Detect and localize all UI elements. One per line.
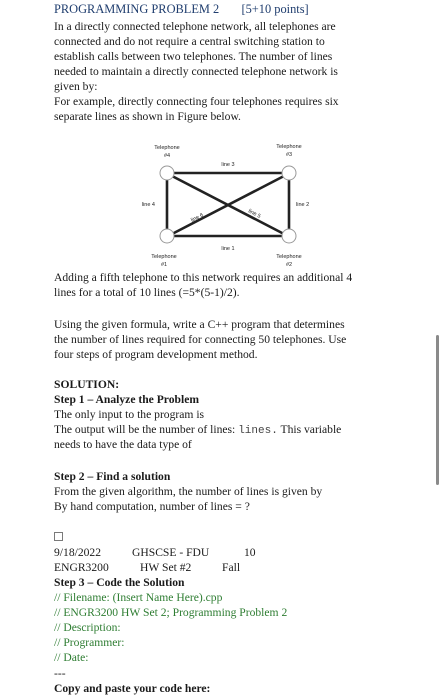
paste-code-label: Copy and paste your code here: — [54, 682, 211, 695]
task-line: four steps of program development method. — [54, 348, 258, 361]
intro-line: given by: — [54, 80, 98, 93]
problem-title-line — [54, 2, 309, 17]
step2-heading: Step 2 – Find a solution — [54, 470, 171, 483]
checkbox-icon[interactable] — [54, 532, 63, 541]
telephone-4-node — [160, 166, 174, 180]
step1-output-suffix: This variable — [277, 423, 342, 436]
page-footer-dept: GHSCSE - FDU — [132, 546, 210, 559]
telephone-1-node — [160, 229, 174, 243]
line-4-label: line 4 — [141, 202, 155, 208]
line-6-label: line 6 — [190, 212, 205, 224]
page-footer-number: 10 — [244, 546, 256, 559]
line-1-label: line 1 — [221, 246, 235, 252]
page-footer-date: 9/18/2022 — [54, 546, 102, 559]
code-separator: --- — [54, 667, 66, 680]
step2-line: By hand computation, number of lines = ? — [54, 500, 250, 513]
after-figure-line: Adding a fifth telephone to this network requires an additional 4 — [54, 271, 353, 284]
after-figure-line: lines for a total of 10 lines (=5*(5-1)/2). — [54, 286, 240, 299]
telephone-3-node — [282, 166, 296, 180]
line-3-label: line 3 — [221, 162, 235, 168]
code-comment: // ENGR3200 HW Set 2; Programming Problem 2 — [54, 606, 288, 619]
telephone-4-number: #4 — [163, 153, 171, 159]
intro-line: connected and do not require a central switching station to — [54, 35, 325, 48]
variable-lines-code: lines. — [238, 425, 278, 437]
code-comment: // Programmer: — [54, 636, 125, 649]
telephone-network-figure — [134, 140, 309, 275]
header-term: Fall — [222, 561, 241, 574]
step2-line: From the given algorithm, the number of lines is given by — [54, 485, 323, 498]
page-break-marker — [54, 530, 63, 545]
telephone-2-number: #2 — [285, 262, 293, 268]
telephone-3-label: Telephone — [276, 144, 302, 150]
telephone-1-number: #1 — [160, 262, 168, 268]
task-line: Using the given formula, write a C++ program that determines — [54, 318, 345, 331]
line-5-label: line 5 — [247, 208, 262, 220]
code-comment: // Description: — [54, 621, 121, 634]
telephone-3-number: #3 — [285, 152, 293, 158]
problem-points: [5+10 points] — [241, 2, 309, 16]
code-comment: // Date: — [54, 651, 89, 664]
header-course: ENGR3200 — [54, 561, 109, 574]
intro-line: establish calls between two telephones. The number of lines — [54, 50, 333, 63]
header-hw-set: HW Set #2 — [140, 561, 192, 574]
step1-line: The only input to the program is — [54, 408, 205, 421]
step1-output-prefix: The output will be the number of lines: — [54, 423, 239, 436]
telephone-1-label: Telephone — [151, 254, 177, 260]
intro-line: needed to maintain a directly connected telephone network is — [54, 65, 338, 78]
solution-heading: SOLUTION: — [54, 378, 120, 391]
step1-heading: Step 1 – Analyze the Problem — [54, 393, 200, 406]
telephone-4-label: Telephone — [154, 145, 180, 151]
telephone-2-label: Telephone — [276, 254, 302, 260]
intro-line: For example, directly connecting four telephones requires six — [54, 95, 339, 108]
line-2-label: line 2 — [296, 202, 310, 208]
intro-line: separate lines as shown in Figure below. — [54, 110, 241, 123]
task-line: the number of lines required for connecting 50 telephones. Use — [54, 333, 347, 346]
code-comment: // Filename: (Insert Name Here).cpp — [54, 591, 223, 604]
intro-line: In a directly connected telephone network, all telephones are — [54, 20, 336, 33]
vertical-scrollbar[interactable] — [436, 335, 439, 485]
step1-line: needs to have the data type of — [54, 438, 192, 451]
telephone-2-node — [282, 229, 296, 243]
step3-heading: Step 3 – Code the Solution — [54, 576, 185, 589]
problem-title: PROGRAMMING PROBLEM 2 — [54, 2, 220, 16]
